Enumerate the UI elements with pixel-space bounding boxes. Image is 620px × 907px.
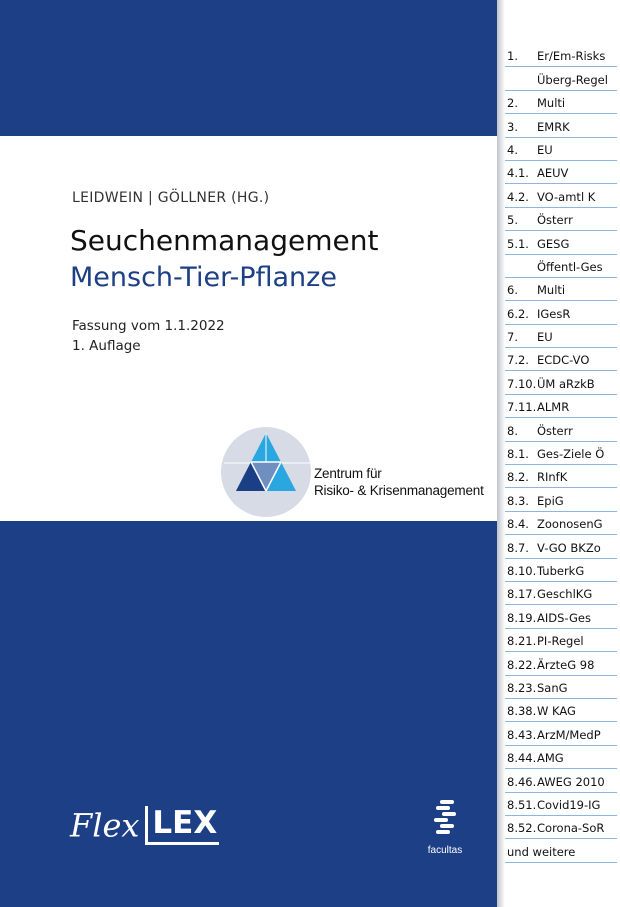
zrk-logo-line2: Risiko- & Krisenmanagement <box>314 483 484 498</box>
index-tab-label: ArzM/MedP <box>537 727 601 742</box>
cover-subtitle: Mensch-Tier-Pflanze <box>70 262 337 293</box>
index-tab-number: 8.38. <box>507 704 537 719</box>
index-tab-label: Überg-Regel <box>537 72 608 87</box>
index-tab-label: Covid19-IG <box>537 797 601 812</box>
index-tab-row[interactable] <box>505 769 617 792</box>
zrk-logo-line1: Zentrum für <box>314 466 382 481</box>
index-tab-label: EMRK <box>537 119 570 134</box>
index-tab-label: RInfK <box>537 470 568 485</box>
index-tab-label: Öffentl-Ges <box>537 259 603 274</box>
index-tab-label: EU <box>537 330 553 345</box>
zrk-triangle-icon <box>220 425 320 520</box>
index-tab-row[interactable] <box>505 114 617 137</box>
index-tab-row[interactable] <box>505 371 617 394</box>
index-tab-number: 8.19. <box>507 610 537 625</box>
index-tab-number: 8.10. <box>507 563 537 578</box>
index-tab-label: Corona-SoR <box>537 821 605 836</box>
index-tab-number: 5.1. <box>507 236 529 251</box>
index-tab-number: 1. <box>507 49 518 64</box>
index-tab-row-more <box>505 839 617 862</box>
flexlex-lex: LEX <box>145 806 219 845</box>
index-tab-label: TuberkG <box>537 563 585 578</box>
index-tab-number: 7. <box>507 330 518 345</box>
index-tab-row[interactable] <box>505 418 617 441</box>
cover-top-band <box>0 0 497 136</box>
index-tab-row[interactable] <box>505 44 617 67</box>
index-tab-number: 8.2. <box>507 470 529 485</box>
index-tab-number: 3. <box>507 119 518 134</box>
index-more-label: und weitere <box>507 844 576 859</box>
index-tab-row[interactable] <box>505 722 617 745</box>
index-tab-number: 8.22. <box>507 657 537 672</box>
index-tab-number: 4.2. <box>507 189 529 204</box>
index-tab-label: AEUV <box>537 166 569 181</box>
index-tab-number: 8.46. <box>507 774 537 789</box>
index-tab-number: 8.3. <box>507 493 529 508</box>
index-tab-row[interactable] <box>505 816 617 839</box>
index-tab-label: Er/Em-Risks <box>537 49 606 64</box>
index-tab-label: AMG <box>537 751 564 766</box>
index-tab-number: 4. <box>507 142 518 157</box>
index-tab-row[interactable] <box>505 161 617 184</box>
index-tab-number: 8.43. <box>507 727 537 742</box>
index-tab-row[interactable] <box>505 138 617 161</box>
index-tab-row[interactable] <box>505 278 617 301</box>
index-tab-row[interactable] <box>505 465 617 488</box>
index-tab-label: SanG <box>537 680 568 695</box>
index-tab-row[interactable] <box>505 301 617 324</box>
index-tab-row[interactable] <box>505 348 617 371</box>
index-tab-label: ÄrzteG 98 <box>537 657 595 672</box>
cover-title: Seuchenmanagement <box>70 224 379 257</box>
index-tab-row[interactable] <box>505 512 617 535</box>
publisher-name: facultas <box>427 845 463 856</box>
index-tab-number: 8.21. <box>507 634 537 649</box>
index-tab-number: 8.4. <box>507 517 529 532</box>
index-tab-label: IGesR <box>537 306 571 321</box>
index-tab-row[interactable] <box>505 395 617 418</box>
zrk-logo-text <box>314 465 484 499</box>
index-tab-label: Multi <box>537 283 566 298</box>
index-tab-row[interactable] <box>505 535 617 558</box>
index-tab-row[interactable] <box>505 605 617 628</box>
index-tab-label: Österr <box>537 423 573 438</box>
index-tab-row[interactable] <box>505 488 617 511</box>
index-tab-number: 8.52. <box>507 821 537 836</box>
index-tab-number: 6.2. <box>507 306 529 321</box>
index-tab-row[interactable] <box>505 325 617 348</box>
index-tab-label: ALMR <box>537 400 570 415</box>
index-tab-label: Multi <box>537 96 566 111</box>
flexlex-flex: Flex <box>70 806 140 845</box>
index-tab-number: 8.51. <box>507 797 537 812</box>
index-tab-label: GeschlKG <box>537 587 593 602</box>
index-tab-row[interactable] <box>505 67 617 90</box>
index-tab-number: 7.2. <box>507 353 529 368</box>
index-tab-number: 4.1. <box>507 166 529 181</box>
index-tab-row[interactable] <box>505 184 617 207</box>
index-tab-number: 7.10. <box>507 376 537 391</box>
flexlex-logo <box>70 806 219 850</box>
index-tab-row[interactable] <box>505 652 617 675</box>
cover-authors: LEIDWEIN | GÖLLNER (HG.) <box>72 190 270 206</box>
index-tab-row[interactable] <box>505 676 617 699</box>
index-tab-number: 8.7. <box>507 540 529 555</box>
index-tab-row[interactable] <box>505 629 617 652</box>
edition-date: Fassung vom 1.1.2022 <box>72 318 225 334</box>
index-tab-number: 7.11. <box>507 400 537 415</box>
index-tab-number: 8. <box>507 423 518 438</box>
index-tab-number: 2. <box>507 96 518 111</box>
index-tab-number: 8.44. <box>507 751 537 766</box>
index-tab-row[interactable] <box>505 91 617 114</box>
index-tab-row[interactable] <box>505 559 617 582</box>
index-tab-label: ÜM aRzkB <box>537 376 595 391</box>
index-tab-label: GESG <box>537 236 570 251</box>
index-tab-number: 8.1. <box>507 447 529 462</box>
index-tab-row[interactable] <box>505 793 617 816</box>
index-tab-label: PI-Regel <box>537 634 584 649</box>
index-tab-row[interactable] <box>505 255 617 278</box>
index-tab-label: Ges-Ziele Ö <box>537 447 605 462</box>
index-tab-row[interactable] <box>505 746 617 769</box>
index-tab-label: V-GO BKZo <box>537 540 601 555</box>
index-tab-row[interactable] <box>505 582 617 605</box>
index-tab-number: 5. <box>507 213 518 228</box>
index-tab-number: 8.23. <box>507 680 537 695</box>
index-tab-number: 8.17. <box>507 587 537 602</box>
index-tab-label: Österr <box>537 213 573 228</box>
index-tab-row[interactable] <box>505 231 617 254</box>
cover-edge-shadow <box>497 0 505 907</box>
index-tab-row[interactable] <box>505 699 617 722</box>
index-tab-label: EU <box>537 142 553 157</box>
edition-number: 1. Auflage <box>72 338 141 354</box>
index-tab-label: W KAG <box>537 704 576 719</box>
index-tab-label: AWEG 2010 <box>537 774 605 789</box>
facultas-stack-icon <box>432 800 458 836</box>
index-tab-label: AIDS-Ges <box>537 610 591 625</box>
index-tab-label: VO-amtl K <box>537 189 596 204</box>
index-tab-row[interactable] <box>505 208 617 231</box>
index-tab-label: ZoonosenG <box>537 517 603 532</box>
cover-edition <box>72 316 225 356</box>
index-tab-row[interactable] <box>505 442 617 465</box>
index-tab-label: ECDC-VO <box>537 353 590 368</box>
index-tab-number: 6. <box>507 283 518 298</box>
index-tab-label: EpiG <box>537 493 564 508</box>
facultas-logo <box>420 800 470 856</box>
zrk-logo <box>220 425 497 520</box>
index-tabs <box>505 44 617 863</box>
